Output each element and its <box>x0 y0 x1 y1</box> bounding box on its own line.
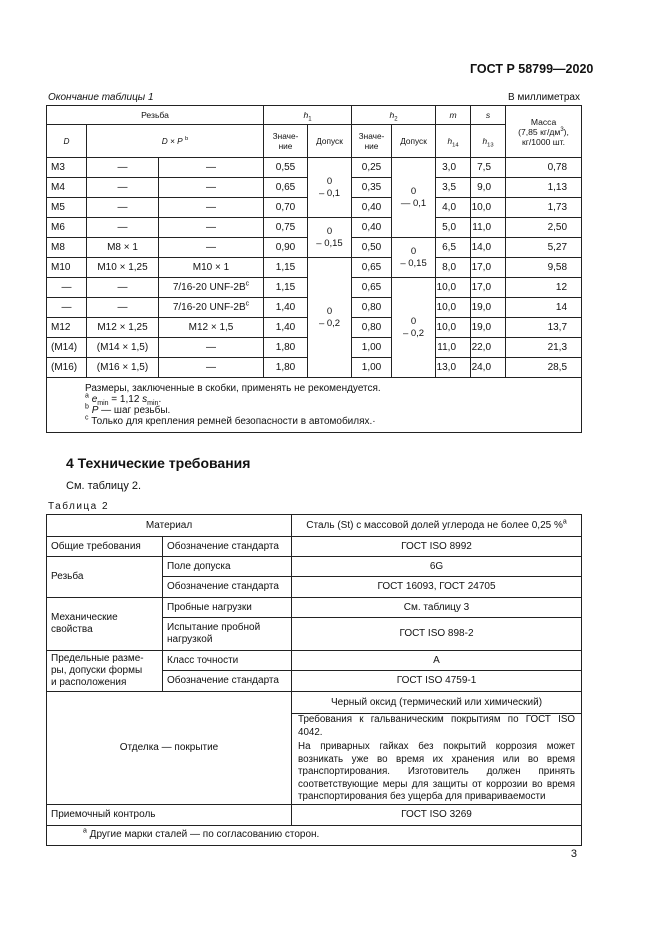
dxp-header: D × P $^b$ <box>87 125 264 158</box>
h2-value-header: Значе- ние <box>352 125 392 158</box>
table-row: M4 — — 0,65 0,35 3,5 9,0 1,13 <box>47 178 582 198</box>
d-header: D <box>47 125 87 158</box>
header-row-2 <box>47 125 582 158</box>
table-row: Отделка — покрытие Черный оксид (термический или химический) <box>47 692 582 714</box>
h1-tolerance: 0 – 0,2 <box>308 258 352 378</box>
h1-value-header: Значе- ние <box>264 125 308 158</box>
table-row: M10 M10 × 1,25 M10 × 1 1,15 0 – 0,2 0,65 8,0 17,0 9,58 <box>47 258 582 278</box>
table-row: Обозначение стандарта ГОСТ 16093, ГОСТ 24705 <box>47 577 582 598</box>
h2-header: $h_2$ <box>352 106 436 125</box>
table-row: M5 — — 0,70 0,40 4,0 10,0 1,73 <box>47 198 582 218</box>
h2-tolerance: 0 – 0,2 <box>392 278 436 378</box>
section-title: 4 Технические требования <box>66 455 251 471</box>
s-tolerance-header: $h_{13}$ <box>471 125 506 158</box>
h1-header: $h_1$ <box>264 106 352 125</box>
table2-note: $^a$ Другие марки сталей — по согласованию сторон. <box>47 825 582 845</box>
note-b: $^b$ P — шаг резьбы. <box>85 403 171 416</box>
table-row: (M16) (M16 × 1,5) — 1,80 1,00 13,0 24,0 28,5 <box>47 358 582 378</box>
page-number: 3 <box>570 848 577 860</box>
h2-tolerance: 0 – 0,15 <box>392 238 436 278</box>
table1-caption: Окончание таблицы 1 <box>48 92 154 103</box>
table1-units: В миллиметрах <box>508 92 580 103</box>
note-c: $^c$ Только для крепления ремней безопасности в автомобилях.· <box>85 414 376 427</box>
m-header: m <box>436 106 471 125</box>
table-2 <box>46 514 582 846</box>
table-row: Требования к гальваническим покрытиям по ГОСТ ISO 4042. На приварных гайках без покрытий коррозия может возникать уже во время их хранения или во время транспортирования. Изготовитель должен принять соответствующие меры для защиты от коррозии во время транспортирования без ущерба для привариваемости <box>47 714 582 805</box>
table-row: M8 M8 × 1 — 0,90 0,50 0 – 0,15 6,5 14,0 5,27 <box>47 238 582 258</box>
table-row: Предельные разме- ры, допуски формы и расположения Класс точности A <box>47 651 582 671</box>
table-1 <box>46 105 582 433</box>
table-row: M3 — — 0,55 0 – 0,1 0,25 0 — 0,1 3,0 7,5 0,78 <box>47 158 582 178</box>
table1-notes <box>47 378 582 433</box>
table-row: Материал Сталь (St) с массовой долей углерода не более 0,25 %$^a$ <box>47 515 582 537</box>
m-tolerance-header: $h_{14}$ <box>436 125 471 158</box>
table-row: — — 7/16-20 UNF-$2B^c$ 1,40 0,80 10,0 19,0 14 <box>47 298 582 318</box>
section-text: См. таблицу 2. <box>66 480 142 492</box>
h1-tolerance: 0 – 0,15 <box>308 218 352 258</box>
h2-tolerance: 0 — 0,1 <box>392 158 436 238</box>
s-header: s <box>471 106 506 125</box>
note-a: $^a$ $e_{min} = 1,12$ $s_{min}$. <box>85 392 162 407</box>
note-brackets: Размеры, заключенные в скобки, применять не рекомендуется. <box>85 383 381 394</box>
table-row: Испытание пробной нагрузкой ГОСТ ISO 898-2 <box>47 618 582 651</box>
table-row: M6 — — 0,75 0 – 0,15 0,40 5,0 11,0 2,50 <box>47 218 582 238</box>
h1-tolerance-header: Допуск <box>308 125 352 158</box>
table-row: — — 7/16-20 UNF-$2B^c$ 1,15 0,65 0 – 0,2 10,0 17,0 12 <box>47 278 582 298</box>
table-row: Приемочный контроль ГОСТ ISO 3269 <box>47 804 582 825</box>
h1-tolerance: 0 – 0,1 <box>308 158 352 218</box>
table-row: Резьба Поле допуска 6G <box>47 557 582 577</box>
header-row-1 <box>47 106 582 125</box>
h2-tolerance-header: Допуск <box>392 125 436 158</box>
table2-caption: Таблица 2 <box>48 501 110 512</box>
thread-header: Резьба <box>47 106 264 125</box>
table-row: (M14) (M14 × 1,5) — 1,80 1,00 11,0 22,0 21,3 <box>47 338 582 358</box>
document-code: ГОСТ Р 58799—2020 <box>470 62 594 76</box>
table-row: Механические свойства Пробные нагрузки См. таблицу 3 <box>47 598 582 618</box>
table-row: Обозначение стандарта ГОСТ ISO 4759-1 <box>47 671 582 692</box>
table-row: M12 M12 × 1,25 M12 × 1,5 1,40 0,80 10,0 19,0 13,7 <box>47 318 582 338</box>
table-row: Общие требования Обозначение стандарта ГОСТ ISO 8992 <box>47 537 582 557</box>
mass-header: Масса (7,85 $кг/дм^3$), кг/1000 шт. <box>506 106 582 158</box>
